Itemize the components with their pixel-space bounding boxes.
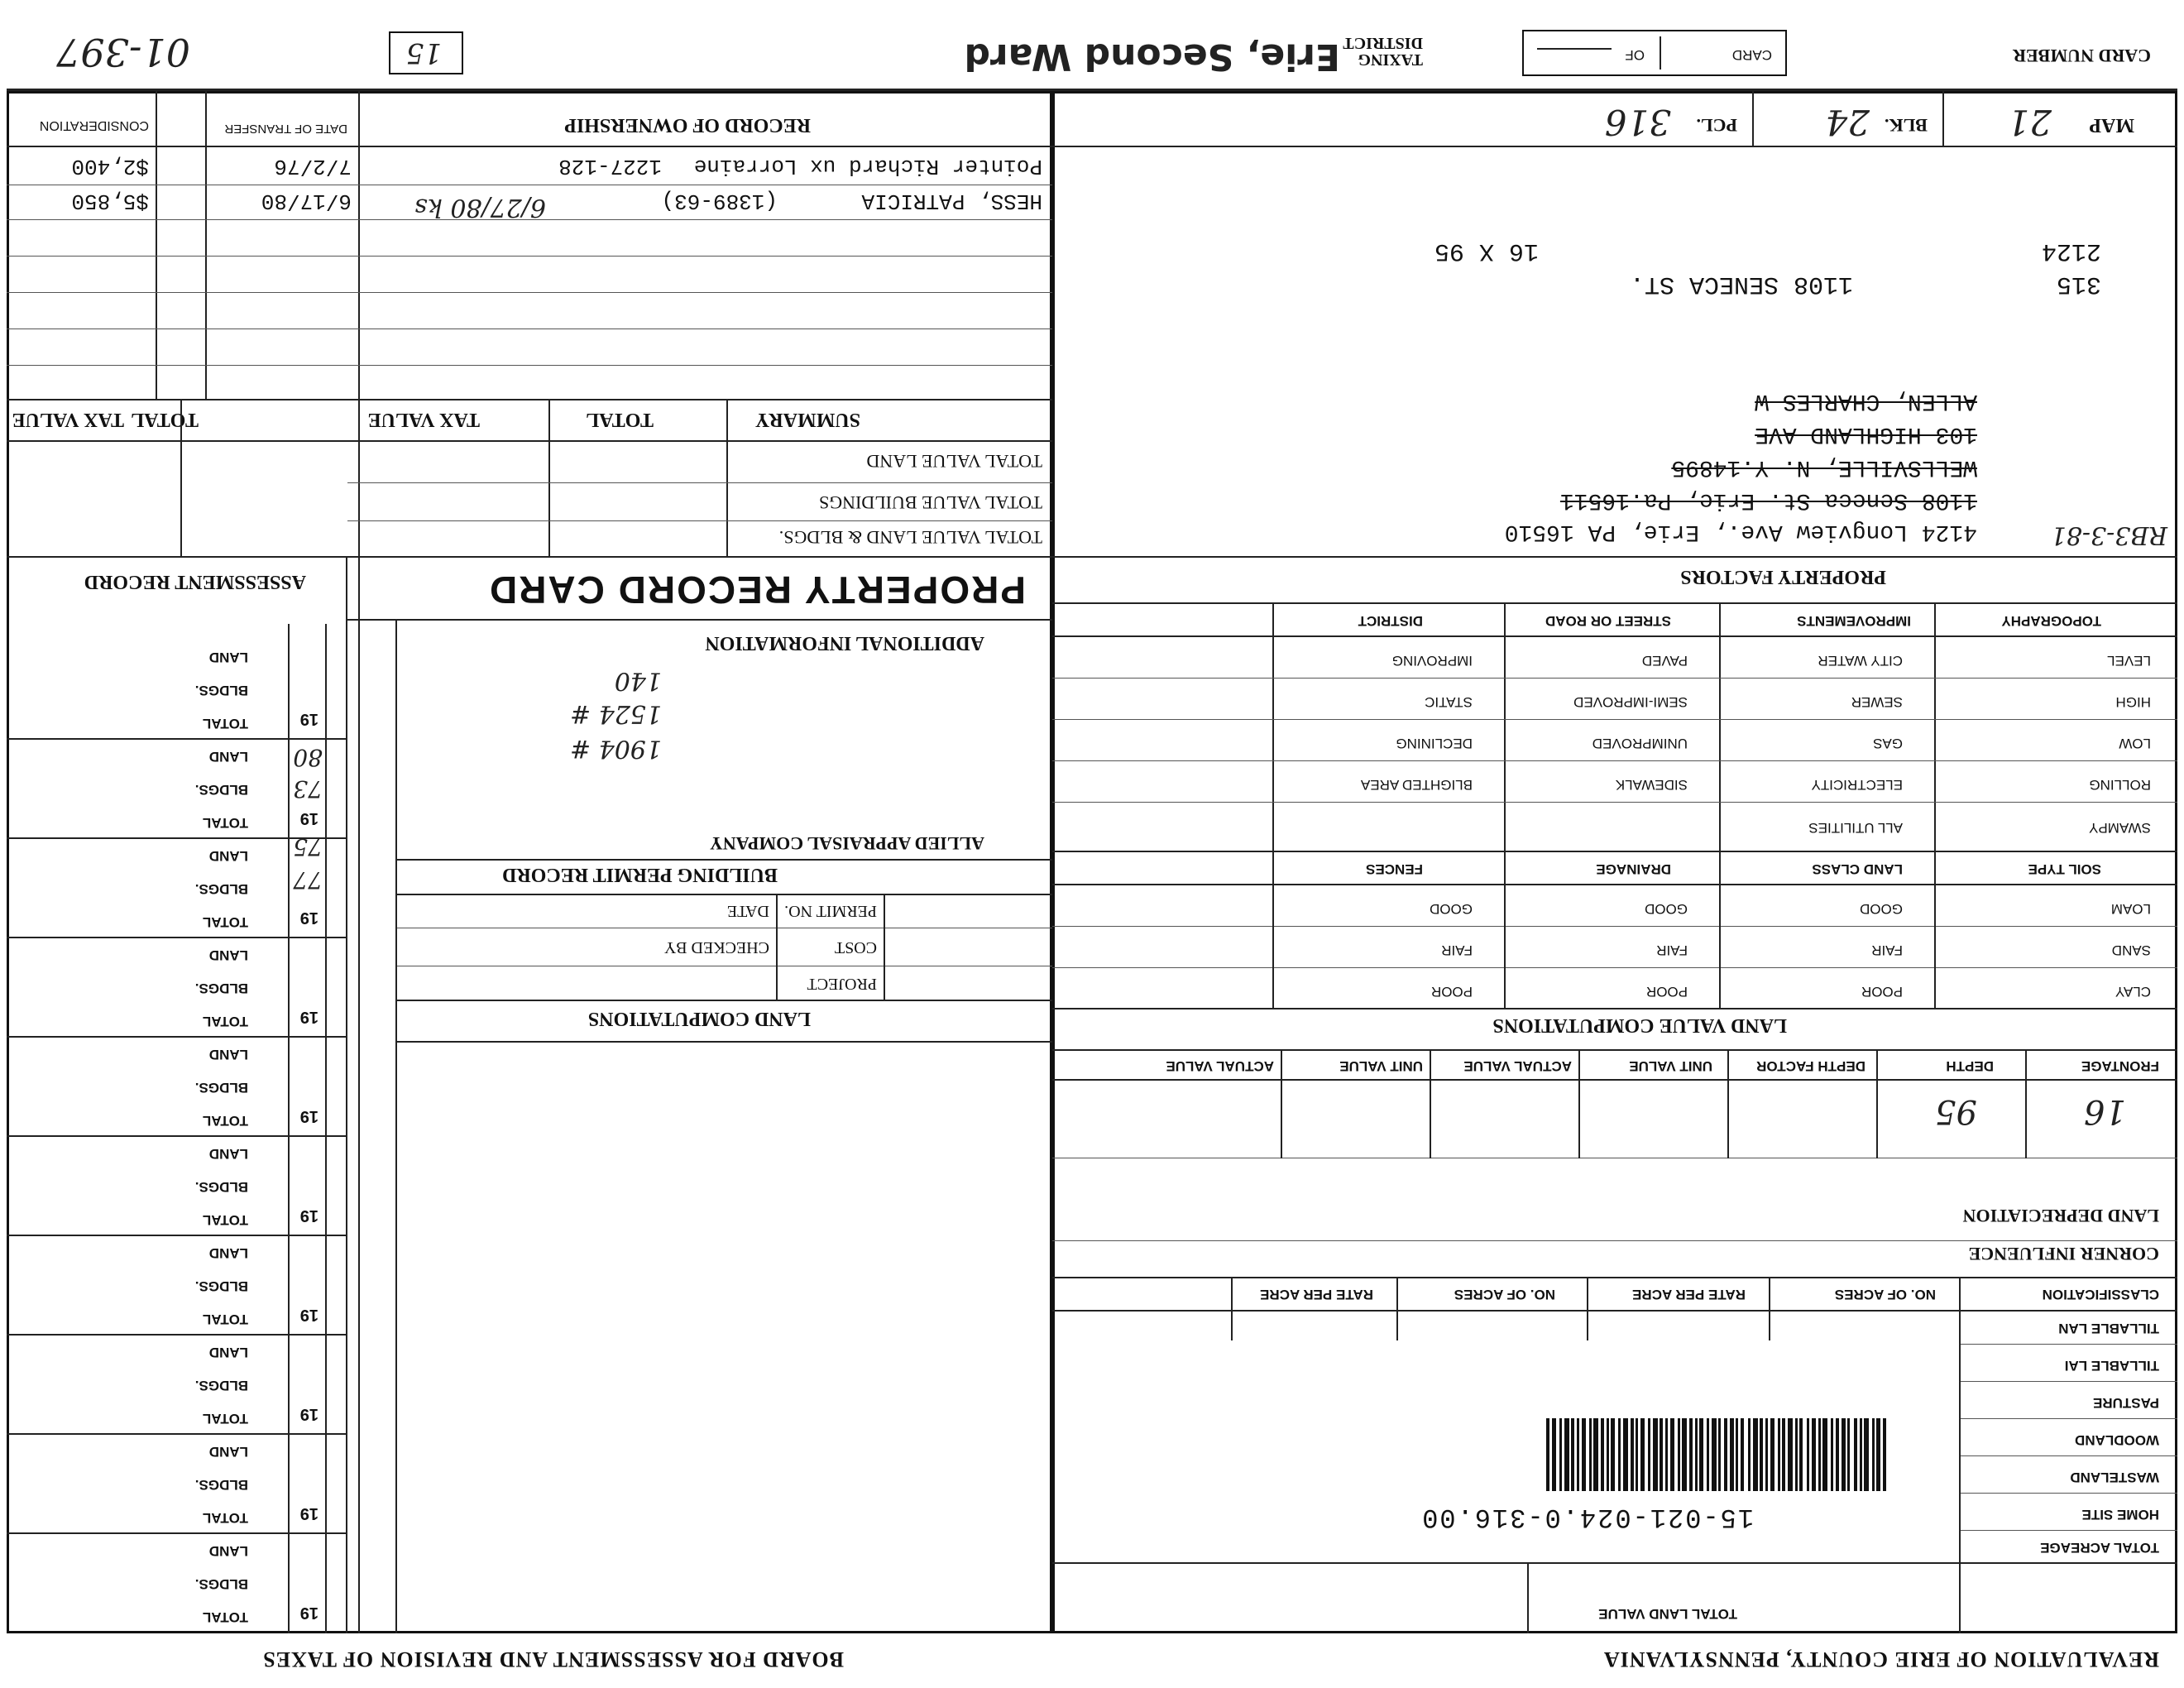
- assessment-land-6: LAND: [208, 1146, 248, 1162]
- pf-level: LEVEL: [2107, 653, 2151, 669]
- assessment-total-8: TOTAL: [202, 1411, 248, 1427]
- assessment-total-9: TOTAL: [202, 1510, 248, 1526]
- assessment-total-6: TOTAL: [202, 1212, 248, 1228]
- summary-total-land-bldgs: TOTAL VALUE LAND & BLDGS.: [778, 527, 1042, 548]
- ownership-col-date: DATE OF TRANSFER: [224, 122, 347, 136]
- account-no: 2124: [2041, 237, 2101, 265]
- pf-semi-improved: SEMI-IMPROVED: [1573, 694, 1688, 710]
- stamp-box: [389, 31, 463, 74]
- pf-electricity: ELECTRICITY: [1811, 777, 1903, 793]
- assessment-year-9: 19: [299, 1504, 318, 1523]
- soil-col-drainage: DRAINAGE: [1596, 861, 1671, 877]
- pf-col-district: DISTRICT: [1358, 613, 1423, 629]
- assessment-year-4: 19: [299, 1008, 318, 1026]
- card-of-box: [1522, 30, 1787, 76]
- acreage-wasteland: WASTELAND: [2070, 1470, 2159, 1485]
- pcl-value: 316: [1604, 102, 1671, 142]
- assessment-year-entry-77: 77: [293, 866, 323, 894]
- assessment-bldgs-10: BLDGS.: [194, 1576, 248, 1592]
- property-factors-title: PROPERTY FACTORS: [1680, 566, 1886, 587]
- summary-col-tax-2: TAX VALUE: [12, 409, 124, 430]
- card-label: CARD: [1731, 47, 1772, 63]
- summary-title: SUMMARY: [754, 409, 860, 430]
- summary-total-land: TOTAL VALUE LAND: [866, 451, 1042, 472]
- soil-col-class: LAND CLASS: [1812, 861, 1903, 877]
- pf-static: STATIC: [1425, 694, 1473, 710]
- stamp-number: 15: [405, 36, 442, 70]
- land-computations-title: LAND COMPUTATIONS: [587, 1008, 811, 1029]
- summary-col-tax: TAX VALUE: [367, 409, 480, 430]
- addr-struck-1: 103 HIGHLAND AVE: [1755, 421, 1977, 447]
- assessment-title: ASSESSMENT RECORD: [84, 571, 306, 592]
- blk-label: BLK.: [1885, 115, 1928, 136]
- assessment-bldgs-4: BLDGS.: [194, 981, 248, 996]
- card-number-label: CARD NUMBER: [2013, 46, 2151, 66]
- assessment-year-5: 19: [299, 1107, 318, 1125]
- addr-struck-2: WELLSVILLE, N. Y.14895: [1671, 454, 1977, 480]
- assessment-total-7: TOTAL: [202, 1312, 248, 1327]
- lv-col-actual-value: ACTUAL VALUE: [1463, 1058, 1572, 1074]
- assessment-year-1: 19: [299, 710, 318, 728]
- addr-struck-3: 1108 Seneca St. Erie, Pa.16511: [1559, 487, 1977, 513]
- acreage-pasture: PASTURE: [2093, 1395, 2159, 1411]
- pf-low: LOW: [2119, 736, 2151, 751]
- acreage-col-classification: CLASSIFICATION: [2042, 1287, 2159, 1302]
- pf-all-utilities: ALL UTILITIES: [1808, 820, 1903, 836]
- soil-fair-2: FAIR: [1656, 942, 1688, 958]
- pf-swampy: SWAMPY: [2089, 820, 2151, 836]
- soil-good-2: GOOD: [1645, 901, 1688, 917]
- map-label: MAP: [2089, 114, 2134, 136]
- assessment-land-2: LAND: [208, 749, 248, 765]
- soil-sand: SAND: [2111, 942, 2151, 958]
- soil-fair-3: FAIR: [1441, 942, 1473, 958]
- permit-checked-label: CHECKED BY: [663, 938, 769, 957]
- assessment-land-3: LAND: [208, 848, 248, 864]
- soil-good-1: GOOD: [1860, 901, 1903, 917]
- assessment-year-7: 19: [299, 1306, 318, 1324]
- blk-value: 24: [1825, 102, 1870, 142]
- assessment-land-8: LAND: [208, 1345, 248, 1360]
- header-right: BOARD FOR ASSESSMENT AND REVISION OF TAXES: [262, 1647, 844, 1671]
- soil-loam: LOAM: [2110, 901, 2151, 917]
- owner-2-name: HESS, PATRICIA: [861, 189, 1042, 213]
- acreage-col-rate-1: RATE PER ACRE: [1632, 1287, 1746, 1302]
- pf-city-water: CITY WATER: [1818, 653, 1903, 669]
- pf-declining: DECLINING: [1396, 736, 1473, 751]
- assessment-bldgs-9: BLDGS.: [194, 1477, 248, 1493]
- assessment-land-1: LAND: [208, 650, 248, 665]
- assessment-year-8: 19: [299, 1405, 318, 1423]
- additional-info-note-2: 1524 #: [569, 699, 662, 728]
- assessment-total-1: TOTAL: [202, 716, 248, 731]
- right-section: [7, 91, 1052, 1633]
- summary-col-total-2: TOTAL: [131, 409, 199, 430]
- acreage-woodland: WOODLAND: [2075, 1432, 2159, 1448]
- pf-col-topography: TOPOGRAPHY: [2001, 613, 2101, 629]
- soil-clay: CLAY: [2115, 984, 2151, 1000]
- assessment-total-4: TOTAL: [202, 1014, 248, 1029]
- assessment-bldgs-2: BLDGS.: [194, 782, 248, 798]
- assessment-land-9: LAND: [208, 1444, 248, 1460]
- lv-col-unit-value-2: UNIT VALUE: [1339, 1058, 1423, 1074]
- assessment-year-entry-80: 80: [293, 744, 323, 771]
- property-id: 15-021-024.0-316.00: [1420, 1502, 1754, 1532]
- lv-col-unit-value: UNIT VALUE: [1629, 1058, 1712, 1074]
- soil-poor-2: POOR: [1645, 984, 1688, 1000]
- lv-col-depth-factor: DEPTH FACTOR: [1756, 1058, 1866, 1074]
- assessment-year-entry-73: 73: [293, 775, 323, 803]
- addr-note: RB3-3-81: [2050, 520, 2167, 549]
- assessment-bldgs-7: BLDGS.: [194, 1278, 248, 1294]
- acreage-col-acres-1: NO. OF ACRES: [1834, 1287, 1936, 1302]
- assessment-bldgs-6: BLDGS.: [194, 1179, 248, 1195]
- assessment-year-2: 19: [299, 809, 318, 827]
- owner-2-deed: (1389-63): [661, 189, 778, 213]
- soil-poor-3: POOR: [1430, 984, 1473, 1000]
- assessment-total-5: TOTAL: [202, 1113, 248, 1129]
- taxing-district-label: TAXING DISTRICT: [1343, 34, 1423, 69]
- acreage-tillable-1: TILLABLE LAN: [2058, 1321, 2159, 1336]
- assessment-land-4: LAND: [208, 947, 248, 963]
- property-record-card-title: PROPERTY RECORD CARD: [488, 568, 1026, 611]
- lv-frontage-value: 16: [2084, 1092, 2126, 1130]
- land-depreciation-label: LAND DEPRECIATION: [1962, 1206, 2159, 1226]
- lv-col-actual-value-2: ACTUAL VALUE: [1166, 1058, 1274, 1074]
- owner-1-consideration: $2,400: [71, 154, 149, 179]
- owner-2-consideration: $5,850: [71, 189, 149, 213]
- additional-info-title: ADDITIONAL INFORMATION: [705, 632, 984, 654]
- assessment-land-7: LAND: [208, 1245, 248, 1261]
- pf-blighted: BLIGHTED AREA: [1360, 777, 1473, 793]
- owner-struck: ALLEN, CHARLES W: [1755, 388, 1977, 414]
- acreage-tillable-2: TILLABLE LAI: [2064, 1358, 2159, 1374]
- map-value: 21: [2007, 102, 2052, 142]
- assessment-total-2: TOTAL: [202, 815, 248, 831]
- assessment-total-3: TOTAL: [202, 914, 248, 930]
- street-address: 1108 SENECA ST.: [1629, 270, 1853, 298]
- file-number: 01-397: [56, 30, 190, 74]
- acreage-total: TOTAL ACREAGE: [2040, 1540, 2159, 1556]
- owner-2-note: 6/27/80 ks: [414, 193, 546, 222]
- permit-date-label: DATE: [726, 902, 769, 920]
- summary-col-total: TOTAL: [586, 409, 654, 430]
- pf-sidewalk: SIDEWALK: [1615, 777, 1688, 793]
- owner-2-date: 6/17/80: [261, 189, 352, 213]
- owner-1-deed: 1227-128: [558, 154, 662, 179]
- pcl-label: PCL.: [1696, 115, 1737, 136]
- permit-no-label: PERMIT NO.: [784, 902, 877, 920]
- owner-1-date: 7/2/76: [274, 154, 352, 179]
- assessment-year-10: 19: [299, 1604, 318, 1622]
- additional-info-note-3: 1904 #: [569, 734, 662, 763]
- pf-paved: PAVED: [1641, 653, 1688, 669]
- total-land-value-label: TOTAL LAND VALUE: [1598, 1606, 1737, 1622]
- additional-info-note-1: 140: [614, 666, 662, 695]
- assessment-year-entry-75: 75: [293, 833, 323, 861]
- acreage-col-rate-2: RATE PER ACRE: [1260, 1287, 1373, 1302]
- addr-current: 4124 Longview Ave., Erie, PA 16510: [1504, 519, 1977, 544]
- of-label: OF: [1625, 47, 1645, 63]
- lv-depth-value: 95: [1935, 1092, 1977, 1130]
- pf-col-street: STREET OR ROAD: [1545, 613, 1671, 629]
- acreage-home-site: HOME SITE: [2081, 1507, 2159, 1523]
- building-permit-title: BUILDING PERMIT RECORD: [502, 864, 778, 885]
- barcode-graphic: [1546, 1418, 1886, 1491]
- lv-col-depth: DEPTH: [1946, 1058, 1994, 1074]
- additional-info-company: ALLIED APPRAISAL COMPANY: [709, 833, 984, 854]
- soil-col-fences: FENCES: [1366, 861, 1423, 877]
- assessment-bldgs-8: BLDGS.: [194, 1378, 248, 1393]
- pf-improving: IMPROVING: [1391, 653, 1473, 669]
- soil-good-3: GOOD: [1430, 901, 1473, 917]
- permit-cost-label: COST: [834, 938, 877, 957]
- pf-high: HIGH: [2115, 694, 2151, 710]
- assessment-bldgs-1: BLDGS.: [194, 683, 248, 698]
- header-left: REVALUATION OF ERIE COUNTY, PENNSYLVANIA: [1602, 1647, 2159, 1671]
- ownership-title: RECORD OF OWNERSHIP: [564, 114, 811, 136]
- soil-poor-1: POOR: [1861, 984, 1903, 1000]
- ownership-col-consideration: CONSIDERATION: [39, 118, 149, 132]
- assessment-year-3: 19: [299, 909, 318, 927]
- lv-col-frontage: FRONTAGE: [2081, 1058, 2159, 1074]
- summary-total-buildings: TOTAL VALUE BUILDINGS: [819, 492, 1042, 513]
- assessment-year-6: 19: [299, 1206, 318, 1225]
- pf-unimproved: UNIMPROVED: [1592, 736, 1688, 751]
- taxing-district-value: Erie, Second Ward: [964, 36, 1340, 78]
- land-value-title: LAND VALUE COMPUTATIONS: [1492, 1014, 1787, 1036]
- assessment-land-10: LAND: [208, 1543, 248, 1559]
- corner-influence-label: CORNER INFLUENCE: [1968, 1244, 2159, 1264]
- assessment-total-10: TOTAL: [202, 1609, 248, 1625]
- lot-dims: 16 X 95: [1434, 237, 1539, 265]
- parcel-no: 315: [2056, 270, 2101, 298]
- soil-fair-1: FAIR: [1871, 942, 1903, 958]
- assessment-bldgs-5: BLDGS.: [194, 1080, 248, 1096]
- pf-rolling: ROLLING: [2089, 777, 2151, 793]
- acreage-col-acres-2: NO. OF ACRES: [1454, 1287, 1555, 1302]
- soil-col-type: SOIL TYPE: [2028, 861, 2101, 877]
- assessment-bldgs-3: BLDGS.: [194, 881, 248, 897]
- pf-gas: GAS: [1873, 736, 1903, 751]
- pf-sewer: SEWER: [1851, 694, 1903, 710]
- pf-col-improvements: IMPROVEMENTS: [1797, 613, 1911, 629]
- assessment-land-5: LAND: [208, 1047, 248, 1062]
- owner-1-name: Pointer Richard ux Lorraine: [693, 154, 1042, 179]
- permit-project-label: PROJECT: [807, 975, 877, 993]
